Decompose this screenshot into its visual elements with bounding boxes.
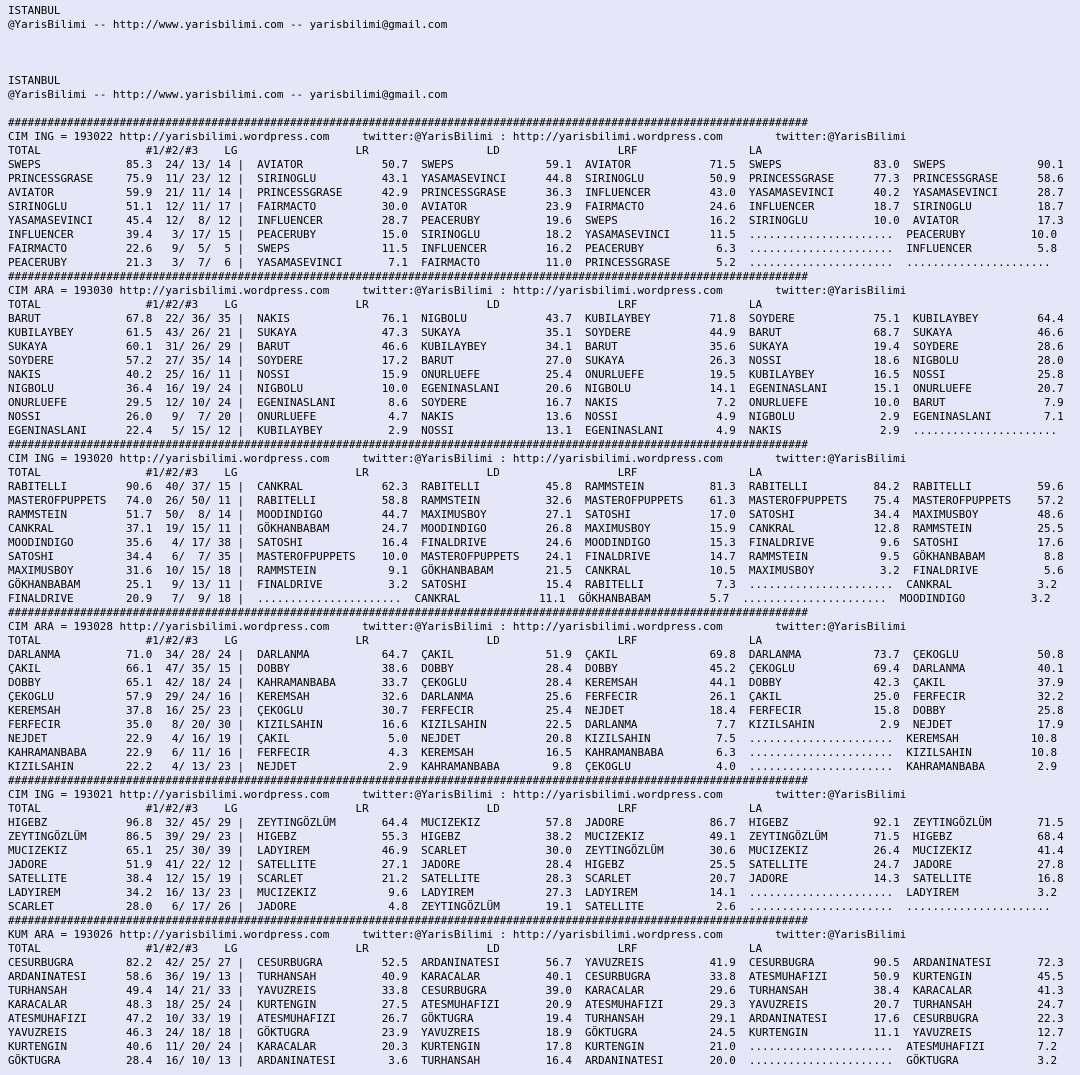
race-sections (8, 116, 1080, 1068)
table-row: DARLANMA 71.0 34/ 28/ 24 | DARLANMA 64.7 ÇAKIL 51.9 ÇAKIL 69.8 DARLANMA 73.7 ÇEKOGLU 50.8 (8, 648, 1064, 661)
header-city: ISTANBUL (8, 74, 61, 87)
race-section (8, 620, 1080, 774)
table-row: MAXIMUSBOY 31.6 10/ 15/ 18 | RAMMSTEIN 9.1 GÖKHANBABAM 21.5 CANKRAL 10.5 MAXIMUSBOY 3.2 FINALDRIVE 5.6 (8, 564, 1064, 577)
header-contact: @YarisBilimi -- http://www.yarisbilimi.com -- yarisbilimi@gmail.com (8, 18, 448, 31)
table-row: YAVUZREIS 46.3 24/ 18/ 18 | GÖKTUGRA 23.9 YAVUZREIS 18.9 GÖKTUGRA 24.5 KURTENGIN 11.1 YAVUZREIS 12.7 (8, 1026, 1064, 1039)
race-section (8, 788, 1080, 914)
table-row: NOSSI 26.0 9/ 7/ 20 | ONURLUEFE 4.7 NAKIS 13.6 NOSSI 4.9 NIGBOLU 2.9 EGENINASLANI 7.1 (8, 410, 1064, 423)
table-row: FAIRMACTO 22.6 9/ 5/ 5 | SWEPS 11.5 INFLUENCER 16.2 PEACERUBY 6.3 ...................... INFLUENCER 5.8 (8, 242, 1058, 255)
separator-line: ########################################################################################################################## (8, 914, 808, 927)
table-row: ONURLUEFE 29.5 12/ 10/ 24 | EGENINASLANI 8.6 SOYDERE 16.7 NAKIS 7.2 ONURLUEFE 10.0 BARUT 7.9 (8, 396, 1064, 409)
table-row: JADORE 51.9 41/ 22/ 12 | SATELLITE 27.1 JADORE 28.4 HIGEBZ 25.5 SATELLITE 24.7 JADORE 27.8 (8, 858, 1064, 871)
column-header: TOTAL #1/#2/#3 LG LR LD LRF LA (8, 634, 763, 647)
table-row: EGENINASLANI 22.4 5/ 15/ 12 | KUBILAYBEY 2.9 NOSSI 13.1 EGENINASLANI 4.9 NAKIS 2.9 ...................... (8, 424, 1058, 437)
race-section (8, 130, 1080, 270)
table-row: SWEPS 85.3 24/ 13/ 14 | AVIATOR 50.7 SWEPS 59.1 AVIATOR 71.5 SWEPS 83.0 SWEPS 90.1 (8, 158, 1064, 171)
table-row: KAHRAMANBABA 22.9 6/ 11/ 16 | FERFECIR 4.3 KEREMSAH 16.5 KAHRAMANBABA 6.3 ...................... KIZILSAHIN 10.8 (8, 746, 1058, 759)
header-block-1 (8, 4, 1080, 32)
table-row: ZEYTINGÖZLÜM 86.5 39/ 29/ 23 | HIGEBZ 55.3 HIGEBZ 38.2 MUCIZEKIZ 49.1 ZEYTINGÖZLÜM 71.5 HIGEBZ 68.4 (8, 830, 1064, 843)
separator-line: ########################################################################################################################## (8, 606, 808, 619)
header-contact: @YarisBilimi -- http://www.yarisbilimi.com -- yarisbilimi@gmail.com (8, 88, 448, 101)
table-row: SATELLITE 38.4 12/ 15/ 19 | SCARLET 21.2 SATELLITE 28.3 SCARLET 20.7 JADORE 14.3 SATELLITE 16.8 (8, 872, 1064, 885)
table-row: HIGEBZ 96.8 32/ 45/ 29 | ZEYTINGÖZLÜM 64.4 MUCIZEKIZ 57.8 JADORE 86.7 HIGEBZ 92.1 ZEYTINGÖZLÜM 71.5 (8, 816, 1064, 829)
column-header: TOTAL #1/#2/#3 LG LR LD LRF LA (8, 466, 763, 479)
table-row: ÇAKIL 66.1 47/ 35/ 15 | DOBBY 38.6 DOBBY 28.4 DOBBY 45.2 ÇEKOGLU 69.4 DARLANMA 40.1 (8, 662, 1064, 675)
table-row: MASTEROFPUPPETS 74.0 26/ 50/ 11 | RABITELLI 58.8 RAMMSTEIN 32.6 MASTEROFPUPPETS 61.3 MASTEROFPUPPETS 75.4 MASTEROFPUPPETS 57.2 (8, 494, 1064, 507)
table-row: KIZILSAHIN 22.2 4/ 13/ 23 | NEJDET 2.9 KAHRAMANBABA 9.8 ÇEKOGLU 4.0 ...................... KAHRAMANBABA 2.9 (8, 760, 1058, 773)
table-row: RAMMSTEIN 51.7 50/ 8/ 14 | MOODINDIGO 44.7 MAXIMUSBOY 27.1 SATOSHI 17.0 SATOSHI 34.4 MAXIMUSBOY 48.6 (8, 508, 1064, 521)
table-row: YASAMASEVINCI 45.4 12/ 8/ 12 | INFLUENCER 28.7 PEACERUBY 19.6 SWEPS 16.2 SIRINOGLU 10.0 AVIATOR 17.3 (8, 214, 1064, 227)
table-row: SUKAYA 60.1 31/ 26/ 29 | BARUT 46.6 KUBILAYBEY 34.1 BARUT 35.6 SUKAYA 19.4 SOYDERE 28.6 (8, 340, 1064, 353)
column-header: TOTAL #1/#2/#3 LG LR LD LRF LA (8, 942, 763, 955)
race-title: CIM ING = 193021 http://yarisbilimi.wordpress.com twitter:@YarisBilimi : http://yarisbilimi.wordpress.com twitter:@YarisBilimi (8, 788, 907, 801)
table-row: NEJDET 22.9 4/ 16/ 19 | ÇAKIL 5.0 NEJDET 20.8 KIZILSAHIN 7.5 ...................... KEREMSAH 10.8 (8, 732, 1058, 745)
table-row: KEREMSAH 37.8 16/ 25/ 23 | ÇEKOGLU 30.7 FERFECIR 25.4 NEJDET 18.4 FERFECIR 15.8 DOBBY 25.8 (8, 704, 1064, 717)
separator-line: ########################################################################################################################## (8, 270, 808, 283)
column-header: TOTAL #1/#2/#3 LG LR LD LRF LA (8, 298, 763, 311)
table-row: PRINCESSGRASE 75.9 11/ 23/ 12 | SIRINOGLU 43.1 YASAMASEVINCI 44.8 SIRINOGLU 50.9 PRINCESSGRASE 77.3 PRINCESSGRASE 58.6 (8, 172, 1064, 185)
header-block-2 (8, 74, 1080, 102)
table-row: INFLUENCER 39.4 3/ 17/ 15 | PEACERUBY 15.0 SIRINOGLU 18.2 YASAMASEVINCI 11.5 ...................... PEACERUBY 10.0 (8, 228, 1058, 241)
table-row: SOYDERE 57.2 27/ 35/ 14 | SOYDERE 17.2 BARUT 27.0 SUKAYA 26.3 NOSSI 18.6 NIGBOLU 28.0 (8, 354, 1064, 367)
table-row: CANKRAL 37.1 19/ 15/ 11 | GÖKHANBABAM 24.7 MOODINDIGO 26.8 MAXIMUSBOY 15.9 CANKRAL 12.8 RAMMSTEIN 25.5 (8, 522, 1064, 535)
table-row: FERFECIR 35.0 8/ 20/ 30 | KIZILSAHIN 16.6 KIZILSAHIN 22.5 DARLANMA 7.7 KIZILSAHIN 2.9 NEJDET 17.9 (8, 718, 1064, 731)
table-row: KURTENGIN 40.6 11/ 20/ 24 | KARACALAR 20.3 KURTENGIN 17.8 KURTENGIN 21.0 ...................... ATESMUHAFIZI 7.2 (8, 1040, 1058, 1053)
table-row: LADYIREM 34.2 16/ 13/ 23 | MUCIZEKIZ 9.6 LADYIREM 27.3 LADYIREM 14.1 ...................... LADYIREM 3.2 (8, 886, 1058, 899)
table-row: SIRINOGLU 51.1 12/ 11/ 17 | FAIRMACTO 30.0 AVIATOR 23.9 FAIRMACTO 24.6 INFLUENCER 18.7 SIRINOGLU 18.7 (8, 200, 1064, 213)
table-row: NIGBOLU 36.4 16/ 19/ 24 | NIGBOLU 10.0 EGENINASLANI 20.6 NIGBOLU 14.1 EGENINASLANI 15.1 ONURLUEFE 20.7 (8, 382, 1064, 395)
table-row: BARUT 67.8 22/ 36/ 35 | NAKIS 76.1 NIGBOLU 43.7 KUBILAYBEY 71.8 SOYDERE 75.1 KUBILAYBEY 64.4 (8, 312, 1064, 325)
race-section (8, 284, 1080, 438)
table-row: NAKIS 40.2 25/ 16/ 11 | NOSSI 15.9 ONURLUEFE 25.4 ONURLUEFE 19.5 KUBILAYBEY 16.5 NOSSI 25.8 (8, 368, 1064, 381)
table-row: KARACALAR 48.3 18/ 25/ 24 | KURTENGIN 27.5 ATESMUHAFIZI 20.9 ATESMUHAFIZI 29.3 YAVUZREIS 20.7 TURHANSAH 24.7 (8, 998, 1064, 1011)
table-row: FINALDRIVE 20.9 7/ 9/ 18 | ...................... CANKRAL 11.1 GÖKHANBABAM 5.7 ...................... MOODINDIGO 3.2 (8, 592, 1051, 605)
table-row: ATESMUHAFIZI 47.2 10/ 33/ 19 | ATESMUHAFIZI 26.7 GÖKTUGRA 19.4 TURHANSAH 29.1 ARDANINATESI 17.6 CESURBUGRA 22.3 (8, 1012, 1064, 1025)
table-row: SATOSHI 34.4 6/ 7/ 35 | MASTEROFPUPPETS 10.0 MASTEROFPUPPETS 24.1 FINALDRIVE 14.7 RAMMSTEIN 9.5 GÖKHANBABAM 8.8 (8, 550, 1064, 563)
race-section (8, 928, 1080, 1068)
race-title: KUM ARA = 193026 http://yarisbilimi.wordpress.com twitter:@YarisBilimi : http://yarisbilimi.wordpress.com twitter:@YarisBilimi (8, 928, 907, 941)
table-row: GÖKTUGRA 28.4 16/ 10/ 13 | ARDANINATESI 3.6 TURHANSAH 16.4 ARDANINATESI 20.0 ...................... GÖKTUGRA 3.2 (8, 1054, 1058, 1067)
table-row: ÇEKOGLU 57.9 29/ 24/ 16 | KEREMSAH 32.6 DARLANMA 25.6 FERFECIR 26.1 ÇAKIL 25.0 FERFECIR 32.2 (8, 690, 1064, 703)
table-row: PEACERUBY 21.3 3/ 7/ 6 | YASAMASEVINCI 7.1 FAIRMACTO 11.0 PRINCESSGRASE 5.2 ...................... ...................... (8, 256, 1051, 269)
race-title: CIM ARA = 193030 http://yarisbilimi.wordpress.com twitter:@YarisBilimi : http://yarisbilimi.wordpress.com twitter:@YarisBilimi (8, 284, 907, 297)
race-title: CIM ING = 193020 http://yarisbilimi.wordpress.com twitter:@YarisBilimi : http://yarisbilimi.wordpress.com twitter:@YarisBilimi (8, 452, 907, 465)
table-row: MOODINDIGO 35.6 4/ 17/ 38 | SATOSHI 16.4 FINALDRIVE 24.6 MOODINDIGO 15.3 FINALDRIVE 9.6 SATOSHI 17.6 (8, 536, 1064, 549)
table-row: MUCIZEKIZ 65.1 25/ 30/ 39 | LADYIREM 46.9 SCARLET 30.0 ZEYTINGÖZLÜM 30.6 MUCIZEKIZ 26.4 MUCIZEKIZ 41.4 (8, 844, 1064, 857)
table-row: DOBBY 65.1 42/ 18/ 24 | KAHRAMANBABA 33.7 ÇEKOGLU 28.4 KEREMSAH 44.1 DOBBY 42.3 ÇAKIL 37.9 (8, 676, 1064, 689)
header-city: ISTANBUL (8, 4, 61, 17)
separator-line: ########################################################################################################################## (8, 438, 808, 451)
table-row: KUBILAYBEY 61.5 43/ 26/ 21 | SUKAYA 47.3 SUKAYA 35.1 SOYDERE 44.9 BARUT 68.7 SUKAYA 46.6 (8, 326, 1064, 339)
separator-line: ########################################################################################################################## (8, 116, 808, 129)
table-row: ARDANINATESI 58.6 36/ 19/ 13 | TURHANSAH 40.9 KARACALAR 40.1 CESURBUGRA 33.8 ATESMUHAFIZI 50.9 KURTENGIN 45.5 (8, 970, 1064, 983)
race-section (8, 452, 1080, 606)
table-row: CESURBUGRA 82.2 42/ 25/ 27 | CESURBUGRA 52.5 ARDANINATESI 56.7 YAVUZREIS 41.9 CESURBUGRA 90.5 ARDANINATESI 72.3 (8, 956, 1064, 969)
table-row: AVIATOR 59.9 21/ 11/ 14 | PRINCESSGRASE 42.9 PRINCESSGRASE 36.3 INFLUENCER 43.0 YASAMASEVINCI 40.2 YASAMASEVINCI 28.7 (8, 186, 1064, 199)
table-row: TURHANSAH 49.4 14/ 21/ 33 | YAVUZREIS 33.8 CESURBUGRA 39.0 KARACALAR 29.6 TURHANSAH 38.4 KARACALAR 41.3 (8, 984, 1064, 997)
table-row: SCARLET 28.0 6/ 17/ 26 | JADORE 4.8 ZEYTINGÖZLÜM 19.1 SATELLITE 2.6 ...................... ...................... (8, 900, 1051, 913)
table-row: GÖKHANBABAM 25.1 9/ 13/ 11 | FINALDRIVE 3.2 SATOSHI 15.4 RABITELLI 7.3 ...................... CANKRAL 3.2 (8, 578, 1058, 591)
race-title: CIM ING = 193022 http://yarisbilimi.wordpress.com twitter:@YarisBilimi : http://yarisbilimi.wordpress.com twitter:@YarisBilimi (8, 130, 907, 143)
separator-line: ########################################################################################################################## (8, 774, 808, 787)
column-header: TOTAL #1/#2/#3 LG LR LD LRF LA (8, 144, 763, 157)
race-title: CIM ARA = 193028 http://yarisbilimi.wordpress.com twitter:@YarisBilimi : http://yarisbilimi.wordpress.com twitter:@YarisBilimi (8, 620, 907, 633)
table-row: RABITELLI 90.6 40/ 37/ 15 | CANKRAL 62.3 RABITELLI 45.8 RAMMSTEIN 81.3 RABITELLI 84.2 RABITELLI 59.6 (8, 480, 1064, 493)
column-header: TOTAL #1/#2/#3 LG LR LD LRF LA (8, 802, 763, 815)
